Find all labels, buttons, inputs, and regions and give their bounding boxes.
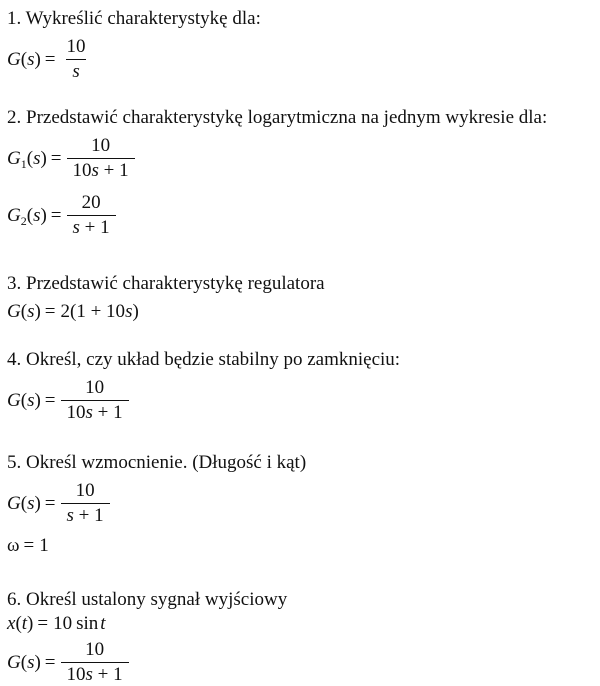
den-variable: s xyxy=(72,61,80,82)
problem-6 xyxy=(7,589,596,686)
den-variable: s xyxy=(85,664,93,685)
equals-sign: = xyxy=(44,651,56,673)
fraction xyxy=(61,639,129,686)
paren-open: ( xyxy=(15,613,22,634)
formula-rhs xyxy=(61,301,139,323)
paren-close: ) xyxy=(34,301,41,322)
equals-sign: = xyxy=(37,613,49,634)
den-variable: s xyxy=(91,160,99,181)
problem-3-heading: 3. Przedstawić charakterystykę regulatora xyxy=(7,273,325,294)
equals-sign: = xyxy=(44,301,56,322)
problem-5-heading: 5. Określ wzmocnienie. (Długość i kąt) xyxy=(7,452,307,473)
fraction xyxy=(61,36,92,83)
formula-lhs xyxy=(7,652,61,674)
equals-sign: = xyxy=(23,535,35,556)
function-name: G xyxy=(7,651,21,673)
function-name: G xyxy=(7,492,21,514)
problem-6-transfer-function xyxy=(7,639,596,686)
den-rest: + 1 xyxy=(98,160,129,181)
formula-lhs xyxy=(7,535,49,557)
omega-value: 1 xyxy=(39,535,49,556)
numerator: 10 xyxy=(85,639,105,660)
problem-2 xyxy=(7,107,596,239)
problem-2-transfer-function-2 xyxy=(7,192,596,239)
function-name: G xyxy=(7,48,21,70)
paren-open: ( xyxy=(26,204,34,226)
paren-close: ) xyxy=(34,389,41,411)
function-arg: s xyxy=(27,492,35,514)
numerator: 10 xyxy=(91,135,111,156)
den-variable: s xyxy=(72,217,80,238)
den-coefficient: 10 xyxy=(66,402,86,423)
problem-1 xyxy=(7,8,596,83)
fraction xyxy=(67,135,135,182)
numerator: 10 xyxy=(66,36,86,57)
signal-amplitude: 10 xyxy=(53,613,73,634)
formula-lhs xyxy=(7,148,67,170)
function-arg: t xyxy=(21,613,28,634)
numerator: 20 xyxy=(81,192,101,213)
problem-3 xyxy=(7,273,596,323)
den-variable: s xyxy=(66,505,74,526)
denominator xyxy=(66,59,85,83)
paren-open: ( xyxy=(20,651,28,673)
equals-sign: = xyxy=(50,147,62,169)
den-coefficient: 10 xyxy=(66,664,86,685)
fraction xyxy=(67,192,116,239)
paren-open: ( xyxy=(20,48,28,70)
den-rest: + 1 xyxy=(92,402,123,423)
paren-close: ) xyxy=(34,651,41,673)
paren-open: ( xyxy=(20,492,28,514)
rhs-expression: 2(1 + 10 xyxy=(60,301,126,322)
function-arg: s xyxy=(27,389,35,411)
den-rest: + 1 xyxy=(79,217,110,238)
den-coefficient: 10 xyxy=(72,160,92,181)
denominator xyxy=(67,158,135,182)
function-name: x xyxy=(7,613,16,634)
paren-close: ) xyxy=(27,613,34,634)
function-arg: s xyxy=(33,204,41,226)
formula-lhs xyxy=(7,205,67,227)
problem-4 xyxy=(7,349,596,424)
denominator xyxy=(61,400,129,424)
problem-4-heading: 4. Określ, czy układ będzie stabilny po zamknięciu: xyxy=(7,349,401,370)
paren-close: ) xyxy=(40,204,47,226)
function-arg: s xyxy=(33,147,41,169)
formula-lhs xyxy=(7,390,61,412)
problem-3-transfer-function xyxy=(7,301,596,323)
rhs-variable: s xyxy=(125,301,133,322)
function-name: G xyxy=(7,147,21,169)
function-name: G xyxy=(7,389,21,411)
omega-symbol: ω xyxy=(7,535,20,556)
formula-lhs xyxy=(7,493,61,515)
problem-6-heading: 6. Określ ustalony sygnał wyjściowy xyxy=(7,589,288,610)
paren-open: ( xyxy=(20,389,28,411)
fraction xyxy=(61,377,129,424)
paren-open: ( xyxy=(26,147,34,169)
problem-1-heading: 1. Wykreślić charakterystykę dla: xyxy=(7,8,261,29)
numerator: 10 xyxy=(75,480,95,501)
function-subscript: 1 xyxy=(20,156,27,171)
formula-lhs xyxy=(7,49,61,71)
paren-close: ) xyxy=(34,492,41,514)
function-subscript: 2 xyxy=(20,213,27,228)
numerator: 10 xyxy=(85,377,105,398)
function-arg: s xyxy=(27,301,35,322)
problem-1-transfer-function xyxy=(7,36,596,83)
den-rest: + 1 xyxy=(92,664,123,685)
paren-close: ) xyxy=(34,48,41,70)
problem-2-heading: 2. Przedstawić charakterystykę logarytmiczna na jednym wykresie dla: xyxy=(7,107,548,128)
rhs-close: ) xyxy=(132,301,139,322)
denominator xyxy=(61,503,110,527)
sine-variable: t xyxy=(100,613,106,634)
function-name: G xyxy=(7,301,21,322)
denominator xyxy=(67,215,116,239)
function-name: G xyxy=(7,204,21,226)
fraction xyxy=(61,480,110,527)
denominator xyxy=(61,662,129,686)
problem-4-transfer-function xyxy=(7,377,596,424)
formula-lhs xyxy=(7,613,106,635)
function-arg: s xyxy=(27,48,35,70)
problem-5-omega-condition xyxy=(7,535,596,557)
formula-lhs xyxy=(7,301,61,323)
equals-sign: = xyxy=(44,48,56,70)
paren-open: ( xyxy=(20,301,28,322)
problem-2-transfer-function-1 xyxy=(7,135,596,182)
function-arg: s xyxy=(27,651,35,673)
den-variable: s xyxy=(85,402,93,423)
den-rest: + 1 xyxy=(73,505,104,526)
equals-sign: = xyxy=(50,204,62,226)
problem-5-transfer-function xyxy=(7,480,596,527)
sine-function: sin xyxy=(76,613,99,634)
problem-6-input-signal xyxy=(7,613,596,635)
paren-close: ) xyxy=(40,147,47,169)
problem-5 xyxy=(7,452,596,557)
equals-sign: = xyxy=(44,492,56,514)
equals-sign: = xyxy=(44,389,56,411)
